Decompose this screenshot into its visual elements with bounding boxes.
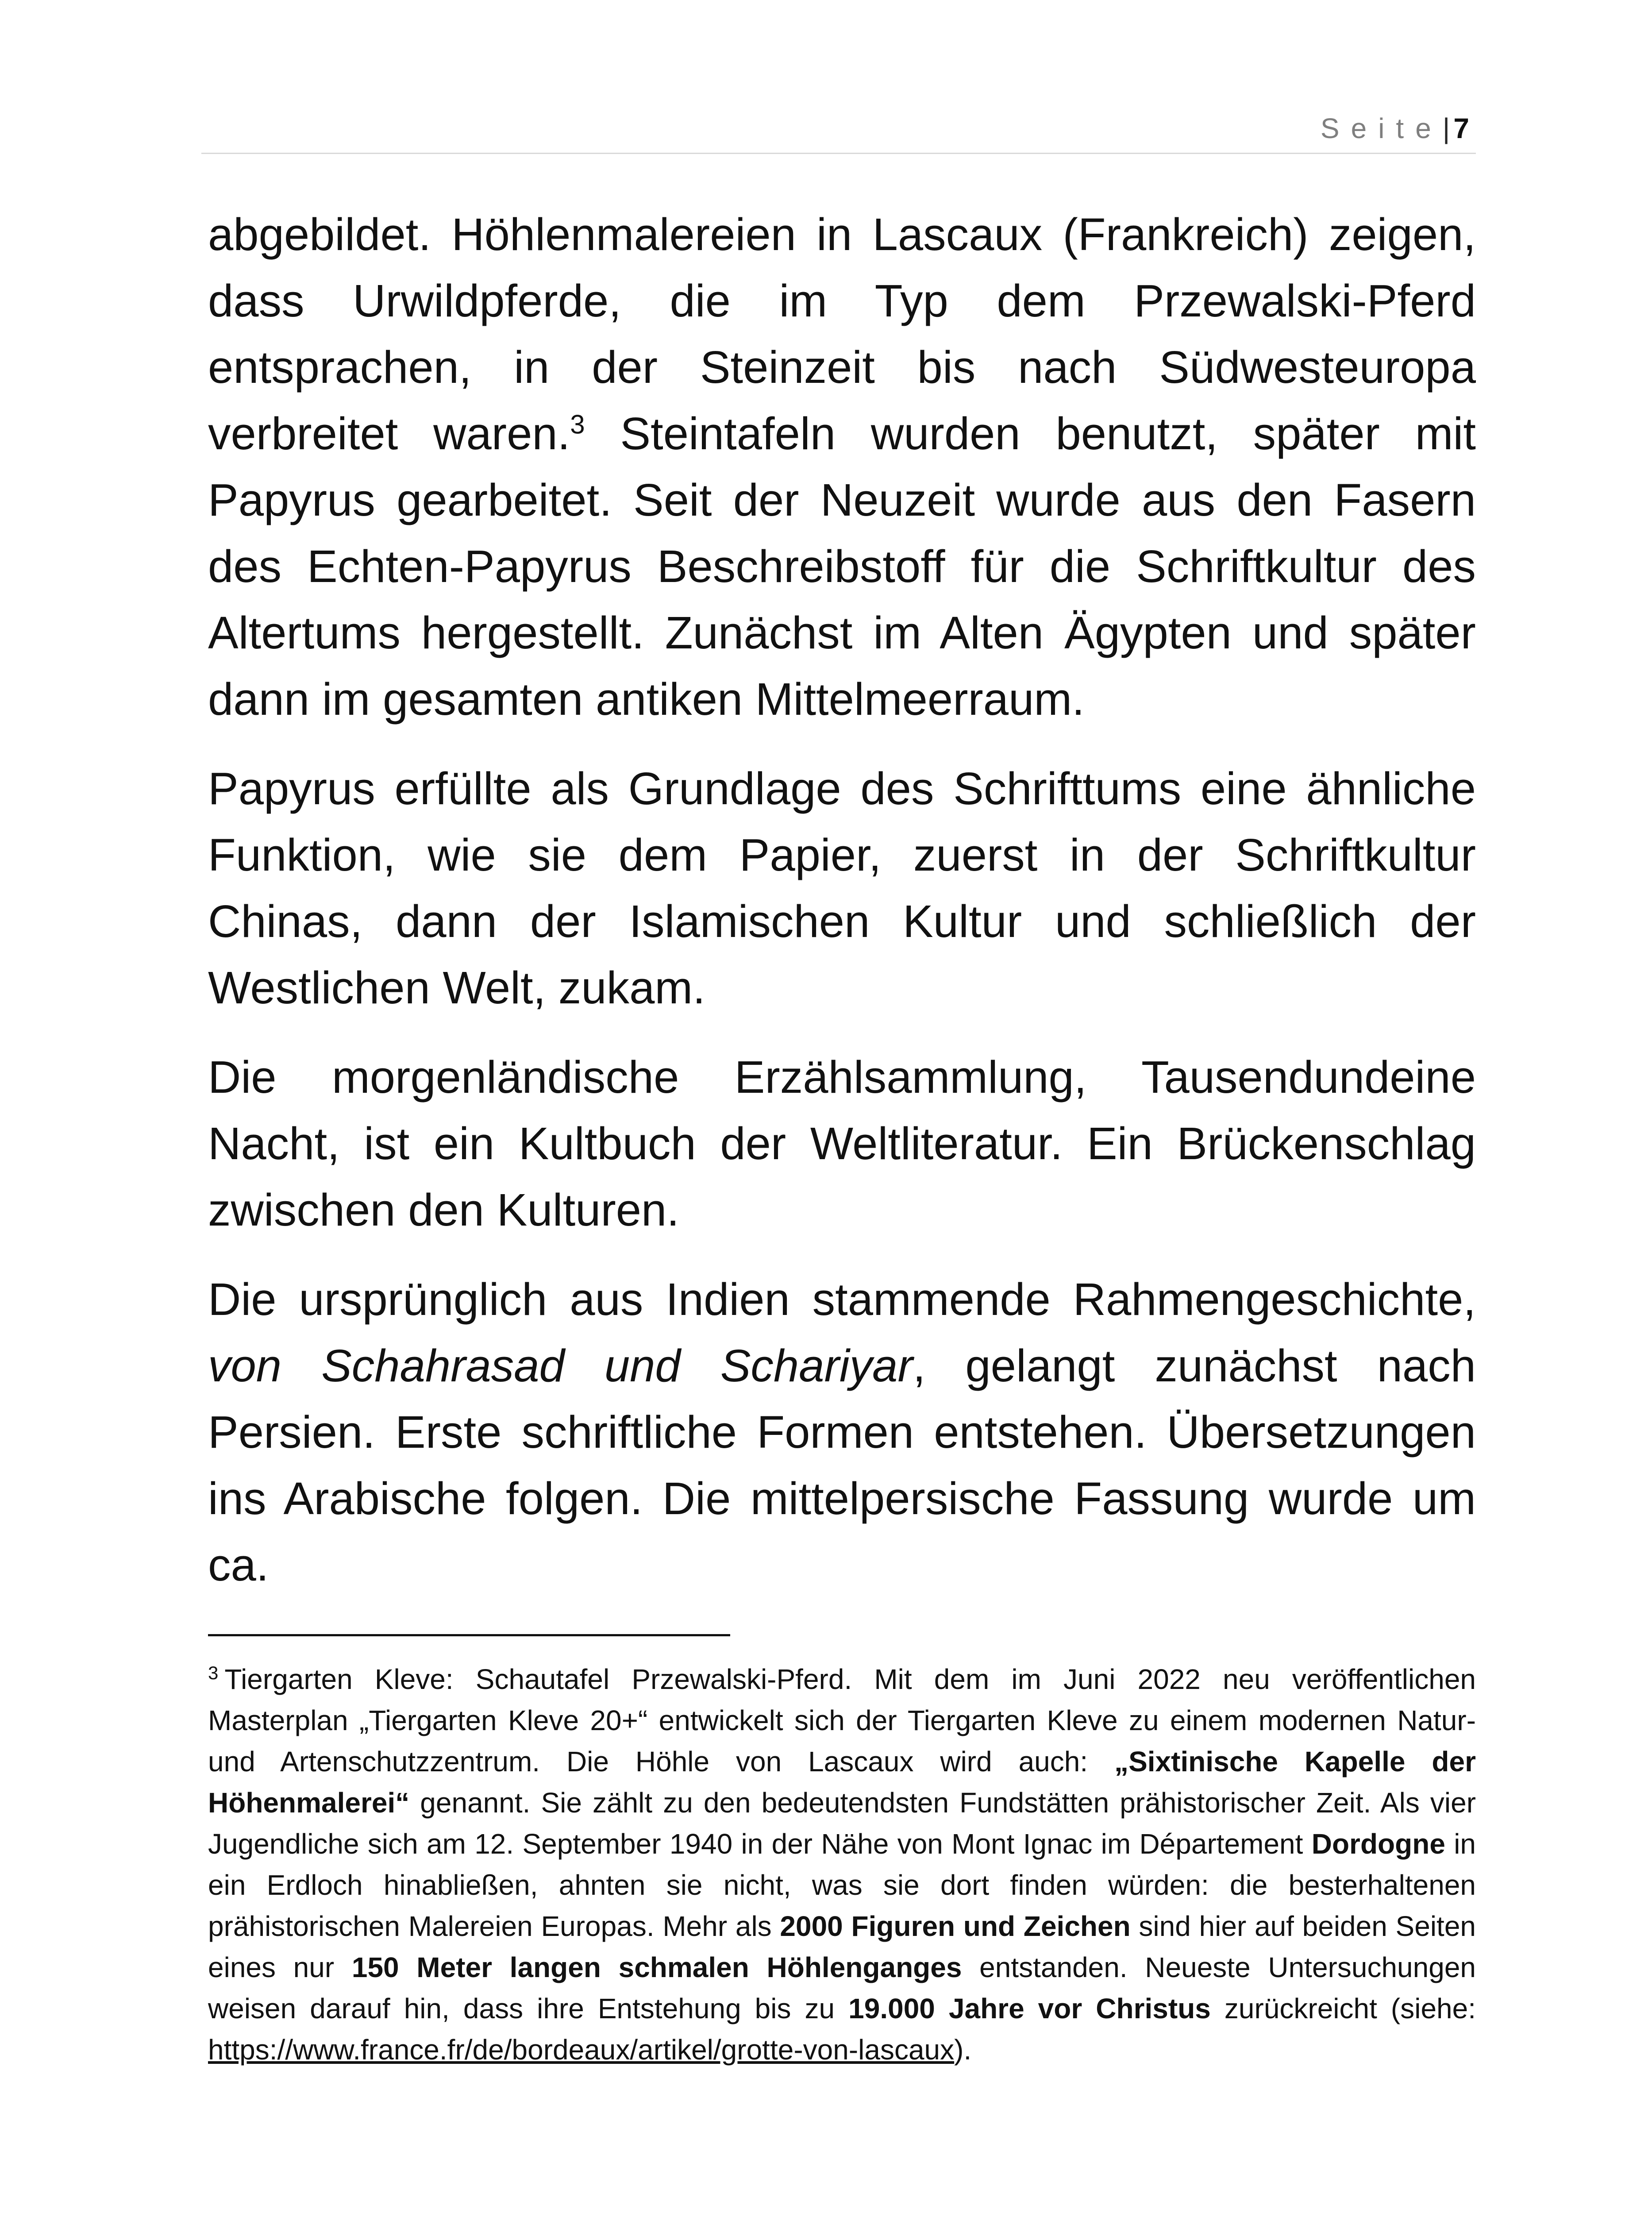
footnote-text-1: Tiergarten Kleve: Schautafel Przewalski-Pferd. Mit dem im Juni 2022 neu veröffentlichen Masterplan „Tiergarten Kleve 20+“ entwickelt sich der Tiergarten Kleve zu einem modernen Natur- und Artenschutzzentrum. Die Höhle von Lascaux wird auch:	[208, 1663, 1476, 1777]
footnote-text-7: ).	[954, 2034, 972, 2066]
footnote-bold-2: Dordogne	[1311, 1828, 1445, 1860]
footnote-text-5: entstanden. Neueste Untersuchungen weisen darauf hin, dass ihre Entstehung bis zu	[208, 1951, 1476, 2024]
paragraph-2: Papyrus erfüllte als Grundlage des Schrifttums eine ähnliche Funktion, wie sie dem Papier, zuerst in der Schriftkultur Chinas, dann der Islamischen Kultur und schließlich der Westlichen Welt, zukam.	[208, 763, 1476, 1013]
footnote	[208, 1659, 1476, 2070]
paragraph-3: Die morgenländische Erzählsammlung, Tausendundeine Nacht, ist ein Kultbuch der Weltliteratur. Ein Brückenschlag zwischen den Kulturen.	[208, 1052, 1476, 1235]
footnote-mark: 3	[208, 1662, 219, 1683]
footnote-text-2: genannt. Sie zählt zu den bedeutendsten Fundstätten prähistorischer Zeit. Als vier Jugendliche sich am 12. September 1940 in der Nähe von Mont Ignac im Département	[208, 1787, 1476, 1860]
footnote-link[interactable]: https://www.france.fr/de/bordeaux/artikel/grotte-von-lascaux	[208, 2034, 955, 2066]
paragraph-4-text-a: Die ursprünglich aus Indien stammende Rahmengeschichte,	[208, 1274, 1476, 1325]
page-number-label	[1321, 108, 1469, 148]
page-header	[201, 108, 1476, 154]
body-text	[208, 201, 1476, 1598]
footnote-text-3: in ein Erdloch hinabließen, ahnten sie nicht, was sie dort finden würden: die besterhaltenen prähistorischen Malereien Europas. Mehr als	[208, 1828, 1476, 1942]
footnote-bold-1: „Sixtinische Kapelle der Höhenmalerei“	[208, 1746, 1476, 1819]
footnote-bold-5: 19.000 Jahre vor Christus	[848, 1993, 1211, 2024]
paragraph-4-italic: von Schahrasad und Schariyar	[208, 1340, 913, 1391]
paragraph-1-text-b: Steintafeln wurden benutzt, später mit Papyrus gearbeitet. Seit der Neuzeit wurde aus den Fasern des Echten-Papyrus Beschreibstoff für die Schriftkultur des Altertums hergestellt. Zunächst im Alten Ägypten und später dann im gesamten antiken Mittelmeerraum.	[208, 408, 1476, 725]
footnote-text-6: zurückreicht (siehe:	[1210, 1993, 1476, 2024]
paragraph-4-text-b: , gelangt zunächst nach Persien. Erste schriftliche Formen entstehen. Übersetzungen ins Arabische folgen. Die mittelpersische Fassung wurde um ca.	[208, 1340, 1476, 1590]
header-separator: |	[1442, 112, 1450, 144]
footnote-separator	[208, 1634, 730, 1636]
footnote-bold-3: 2000 Figuren und Zeichen	[780, 1910, 1131, 1942]
footnote-reference[interactable]: 3	[570, 409, 585, 440]
footnote-bold-4: 150 Meter langen schmalen Höhlenganges	[351, 1951, 962, 1983]
paragraph-1	[208, 201, 1476, 733]
paragraph-4	[208, 1266, 1476, 1598]
paragraph-1-text-a: abgebildet. Höhlenmalereien in Lascaux (Frankreich) zeigen, dass Urwildpferde, die im Typ dem Przewalski-Pferd entsprachen, in der Steinzeit bis nach Südwesteuropa verbreitet waren.	[208, 209, 1476, 459]
page-number: 7	[1453, 112, 1469, 144]
footnote-text-4: sind hier auf beiden Seiten eines nur	[208, 1910, 1476, 1983]
page-word: Seite	[1320, 112, 1443, 144]
